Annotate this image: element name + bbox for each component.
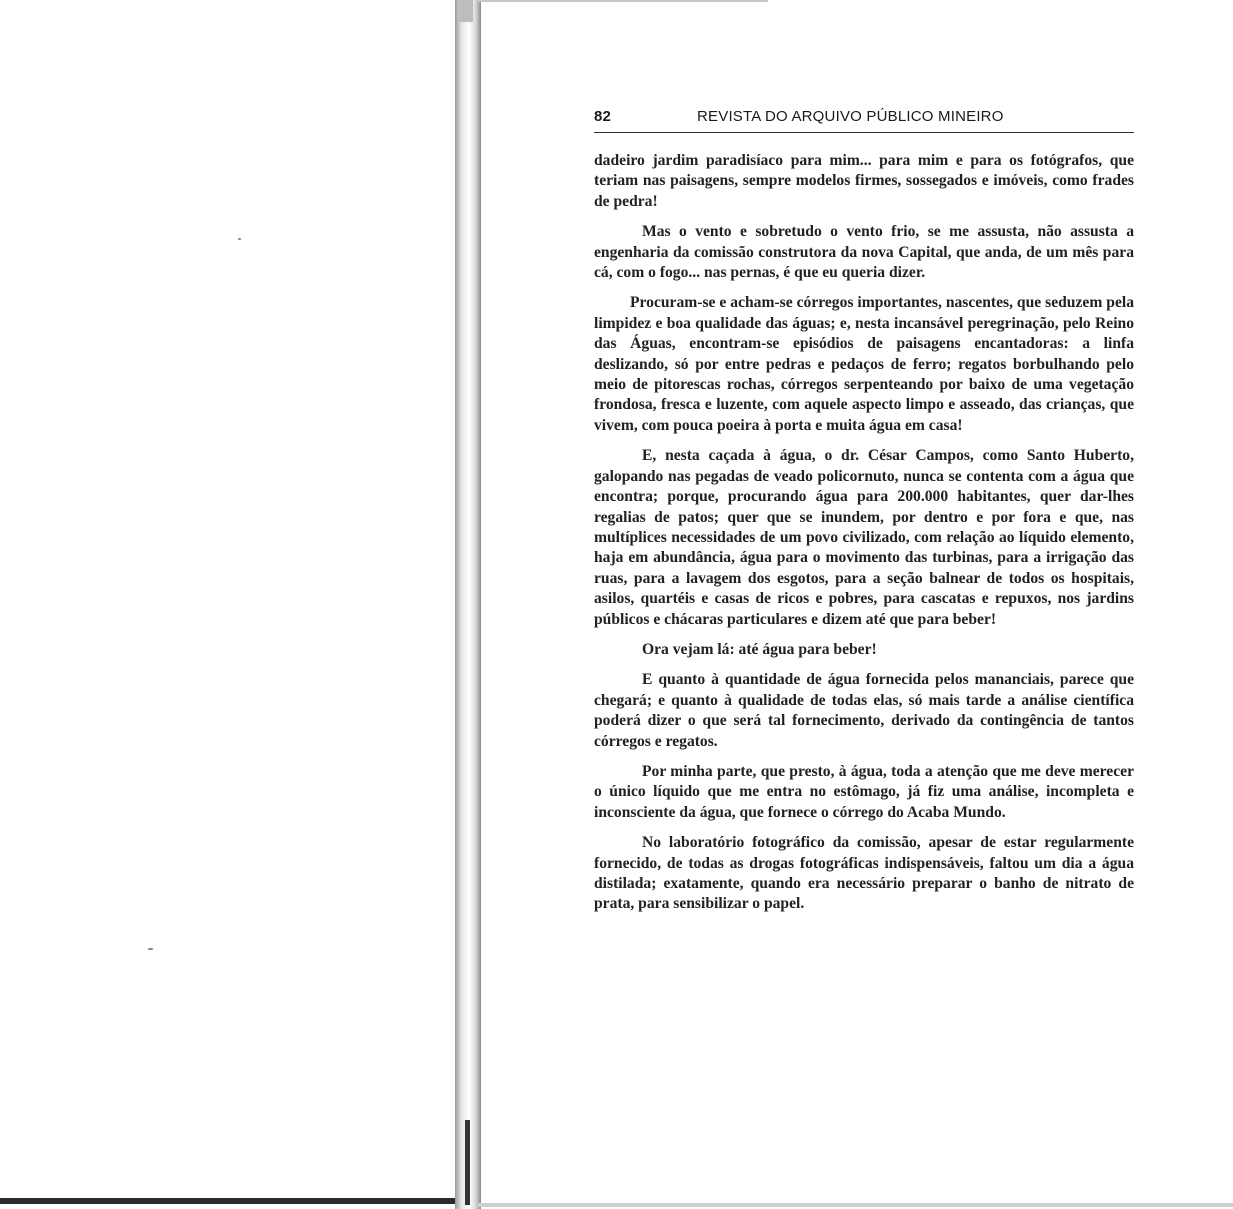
paragraph: E, nesta caçada à água, o dr. César Campos, como Santo Huberto, galopando nas pegadas de veado policornuto, nunca se contenta com a água que encontra; porque, procurando água para 200.000 habitantes, quer dar-lhes regalias de patos; quer que se inundem, por dentro e por fora e que, nas multíplices necessidades de um povo civilizado, com relação ao líquido elemento, haja em abundância, água para o movimento das turbinas, para a irrigação das ruas, para a lavagem dos esgotos, para a seção balnear de todos os hospitais, asilos, quartéis e casas de ricos e pobres, para cascatas e repuxos, nos jardins públicos e chácaras particulares e dizem até que para beber! (594, 447, 1134, 628)
paper-speck (238, 238, 241, 240)
running-head (594, 108, 1134, 133)
book-spine (455, 0, 481, 1209)
paragraph: Ora vejam lá: até água para beber! (642, 640, 877, 658)
paragraph: Procuram-se e acham-se córregos importantes, nascentes, que seduzem pela limpidez e boa qualidade das águas; e, nesta incansável peregrinação, pelo Reino das Águas, encontram-se episódios de paisagens encantadoras: a linfa deslizando, só por entre pedras e pedaços de ferro; regatos borbulhando pelo meio de pitorescas rochas, córregos serpenteando por baixo de uma vegetação frondosa, fresca e luzente, com aquele aspecto limpo e asseado, das crianças, que vivem, com pouca poeira à porta e muita água em casa! (594, 294, 1134, 434)
spine-top-mark (459, 0, 473, 22)
paragraph: No laboratório fotográfico da comissão, apesar de estar regularmente fornecido, de todas as drogas fotográficas indispensáveis, faltou um dia a água distilada; exatamente, quando era necessário preparar o banho de nitrato de prata, para sensibilizar o papel. (594, 834, 1134, 913)
right-page (594, 108, 1134, 925)
page-number: 82 (594, 108, 612, 125)
left-blank-page (0, 0, 462, 1209)
paragraph: Por minha parte, que presto, à água, toda a atenção que me deve merecer o único líquido que me entra no estômago, já fiz uma análise, incompleta e inconsciente da água, que fornece o córrego do Acaba Mundo. (594, 762, 1134, 821)
paragraph: dadeiro jardim paradisíaco para mim... para mim e para os fotógrafos, que teriam nas paisagens, sempre modelos firmes, sossegados e imóveis, como frades de pedra! (594, 152, 1134, 210)
page-bottom-edge (0, 1198, 462, 1204)
paragraph: Mas o vento e sobretudo o vento frio, se me assusta, não assusta a engenharia da comissão construtora da nova Capital, que anda, de um mês para cá, com o fogo... nas pernas, é que eu queria dizer. (594, 223, 1134, 282)
body-text (594, 151, 1134, 915)
journal-title: REVISTA DO ARQUIVO PÚBLICO MINEIRO (697, 108, 1004, 125)
spine-dark-mark (465, 1120, 470, 1205)
paragraph: E quanto à quantidade de água fornecida pelos mananciais, parece que chegará; e quanto à qualidade de todas elas, só mais tarde a análise científica poderá dizer o que será tal fornecimento, derivado da contingência de tantos córregos e regatos. (594, 671, 1134, 750)
page-top-edge (478, 0, 768, 2)
page-bottom-edge-right (478, 1203, 1233, 1207)
paper-speck (148, 948, 153, 950)
